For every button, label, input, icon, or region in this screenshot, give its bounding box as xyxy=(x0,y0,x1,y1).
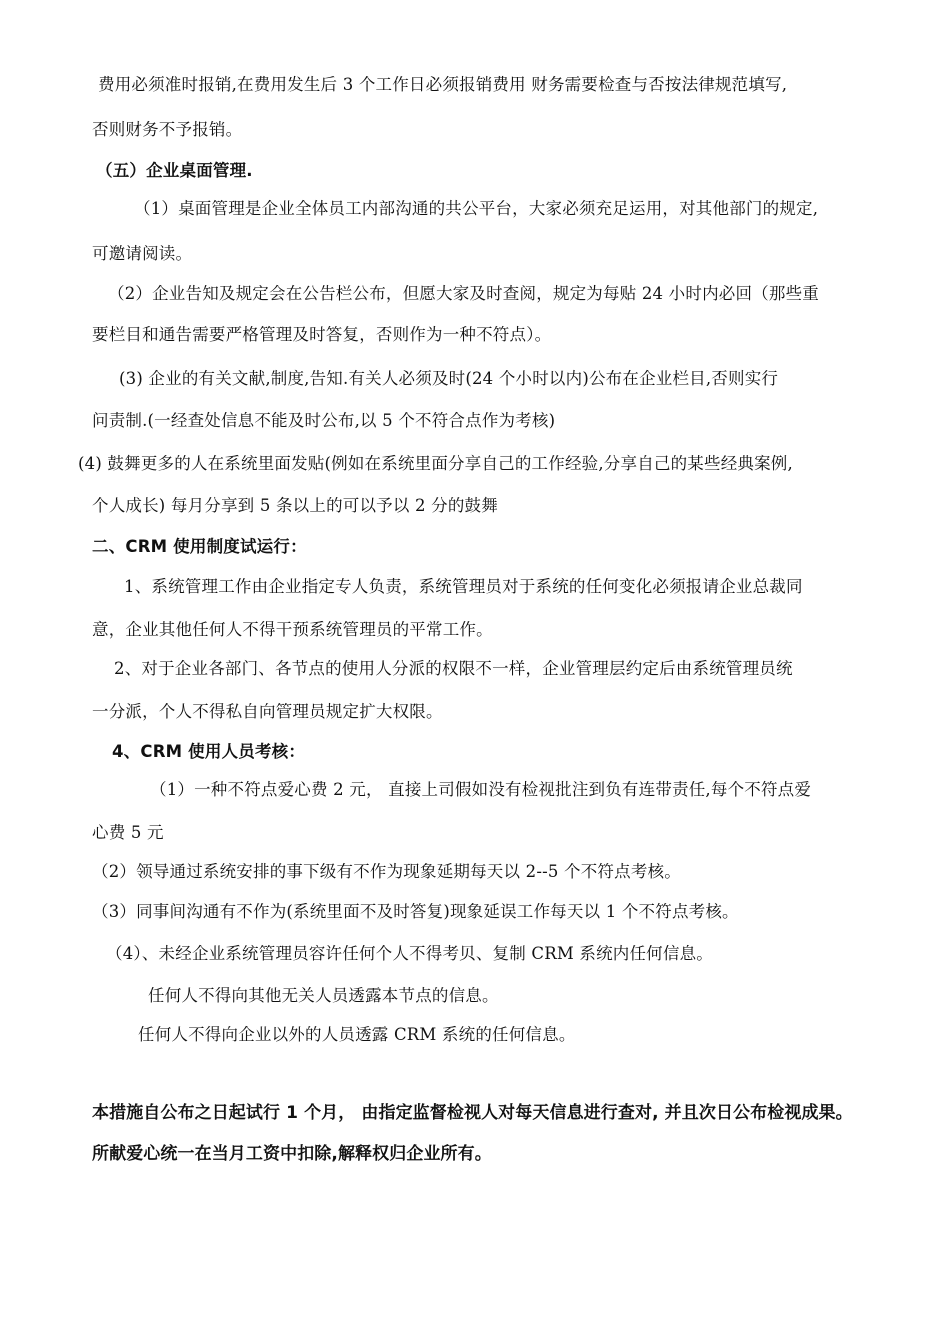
section-heading: 二、CRM 使用制度试运行： xyxy=(92,537,307,556)
closing-statement: 所献爱心统一在当月工资中扣除,解释权归企业所有。 xyxy=(92,1144,492,1164)
paragraph-line: 费用必须准时报销,在费用发生后 3 个工作日必须报销费用 财务需要检查与否按法律规范填写, xyxy=(98,75,788,94)
paragraph-line: (3) 企业的有关文献,制度,告知.有关人必须及时(24 个小时以内)公布在企业栏目,否则实行 xyxy=(119,369,779,388)
paragraph-line: 2、对于企业各部门、各节点的使用人分派的权限不一样，企业管理层约定后由系统管理员统 xyxy=(114,659,793,678)
paragraph-line: 可邀请阅读。 xyxy=(92,244,193,263)
paragraph-line: 任何人不得向企业以外的人员透露 CRM 系统的任何信息。 xyxy=(138,1025,576,1044)
paragraph-line: 个人成长) 每月分享到 5 条以上的可以予以 2 分的鼓舞 xyxy=(92,496,498,515)
paragraph-line: (4) 鼓舞更多的人在系统里面发贴(例如在系统里面分享自己的工作经验,分享自己的某些经典案例, xyxy=(78,454,793,473)
paragraph-line: （2）领导通过系统安排的事下级有不作为现象延期每天以 2--5 个不符点考核。 xyxy=(92,862,681,881)
paragraph-line: 任何人不得向其他无关人员透露本节点的信息。 xyxy=(148,986,499,1005)
section-heading: （五）企业桌面管理. xyxy=(96,161,253,180)
closing-statement: 本措施自公布之日起试行 1 个月， 由指定监督检视人对每天信息进行查对, 并且次日公布检视成果。 xyxy=(92,1103,853,1123)
paragraph-line: （1）一种不符点爱心费 2 元， 直接上司假如没有检视批注到负有连带责任,每个不符点爱 xyxy=(150,780,812,799)
paragraph-line: 1、系统管理工作由企业指定专人负责，系统管理员对于系统的任何变化必须报请企业总裁同 xyxy=(124,577,803,596)
paragraph-line: 问责制.(一经查处信息不能及时公布,以 5 个不符合点作为考核) xyxy=(92,411,556,430)
section-heading: 4、CRM 使用人员考核： xyxy=(112,742,306,761)
paragraph-line: 心费 5 元 xyxy=(92,823,164,842)
paragraph-line: 要栏目和通告需要严格管理及时答复，否则作为一种不符点）。 xyxy=(92,325,552,344)
paragraph-line: 否则财务不予报销。 xyxy=(92,120,243,139)
paragraph-line: 意，企业其他任何人不得干预系统管理员的平常工作。 xyxy=(92,620,493,639)
paragraph-line: （1）桌面管理是企业全体员工内部沟通的共公平台，大家必须充足运用，对其他部门的规定, xyxy=(134,199,819,218)
paragraph-line: （4）、未经企业系统管理员容许任何个人不得考贝、复制 CRM 系统内任何信息。 xyxy=(106,944,713,963)
paragraph-line: 一分派，个人不得私自向管理员规定扩大权限。 xyxy=(92,702,443,721)
paragraph-line: （2）企业告知及规定会在公告栏公布，但愿大家及时查阅，规定为每贴 24 小时内必回（那些重 xyxy=(108,284,819,303)
paragraph-line: （3）同事间沟通有不作为(系统里面不及时答复)现象延误工作每天以 1 个不符点考核。 xyxy=(92,902,739,921)
